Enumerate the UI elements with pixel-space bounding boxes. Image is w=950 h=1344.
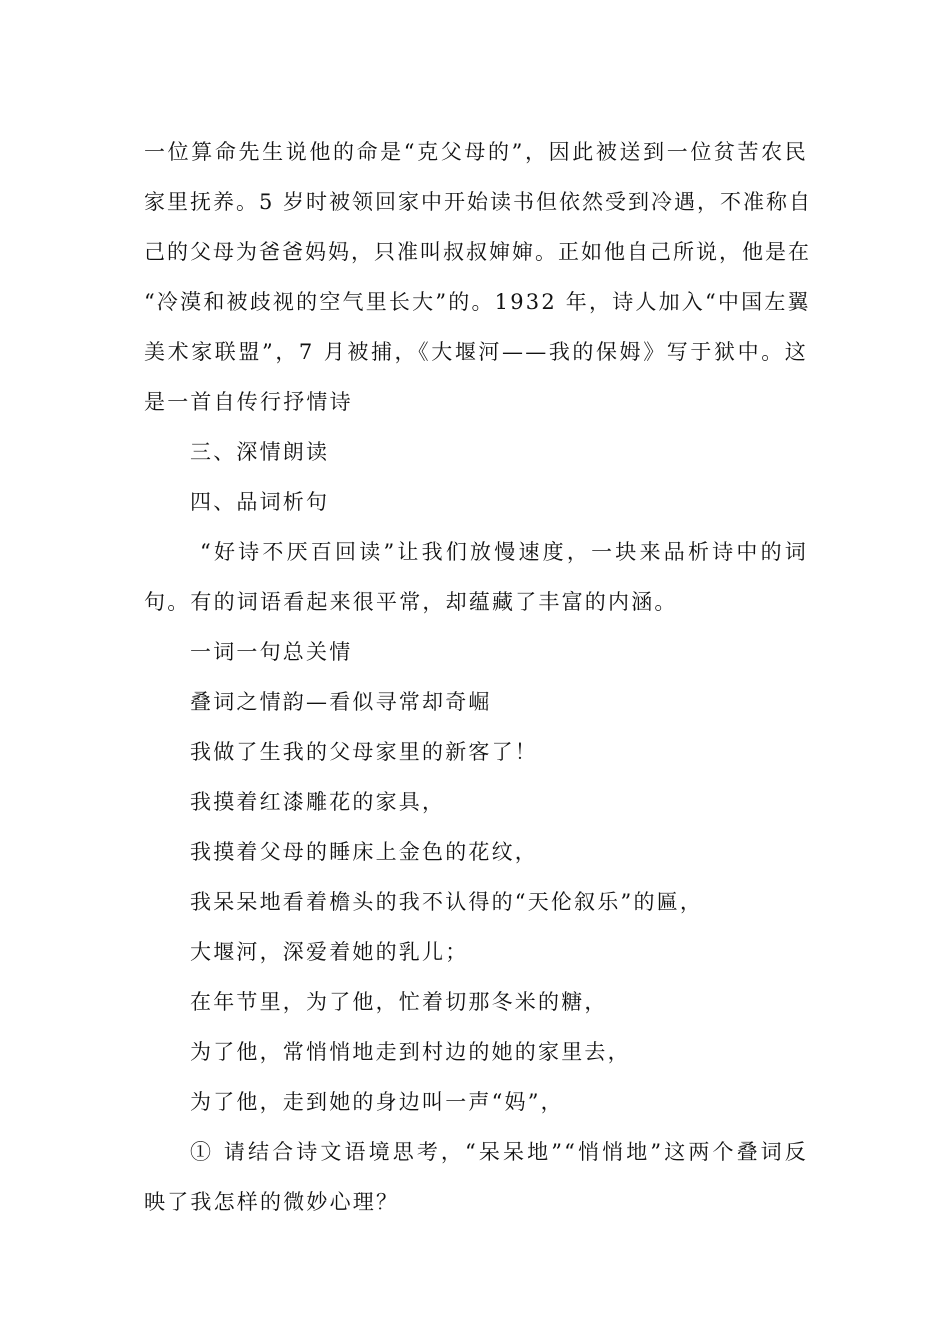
paragraph-line: 句。有的词语看起来很平常，却蕴藏了丰富的内涵。 xyxy=(144,590,678,614)
poem-line: 大堰河，深爱着她的乳儿； xyxy=(190,940,469,964)
paragraph-line: “冷漠和被歧视的空气里长大”的。1932 年，诗人加入“中国左翼 xyxy=(144,290,811,314)
subheading: 一词一句总关情 xyxy=(190,640,353,664)
poem-line: 在年节里，为了他，忙着切那冬米的糖， xyxy=(190,990,608,1014)
poem-line: 我摸着红漆雕花的家具， xyxy=(190,790,446,814)
poem-line: 我摸着父母的睡床上金色的花纹， xyxy=(190,840,538,864)
paragraph-line: 家里抚养。5 岁时被领回家中开始读书但依然受到冷遇，不准称自 xyxy=(144,190,813,214)
question-line: 映了我怎样的微妙心理？ xyxy=(144,1190,400,1214)
paragraph-line: 是一首自传行抒情诗 xyxy=(144,390,353,414)
section-heading: 三、深情朗读 xyxy=(190,440,330,464)
section-heading: 四、品词析句 xyxy=(190,490,330,514)
poem-line: 我做了生我的父母家里的新客了！ xyxy=(190,740,538,764)
paragraph-line: 一位算命先生说他的命是“克父母的”，因此被送到一位贫苦农民 xyxy=(144,140,808,164)
paragraph-line: 己的父母为爸爸妈妈，只准叫叔叔婶婶。正如他自己所说，他是在 xyxy=(144,240,811,264)
subheading: 叠词之情韵—看似寻常却奇崛 xyxy=(190,690,492,714)
poem-line: 为了他，走到她的身边叫一声“妈”， xyxy=(190,1090,564,1114)
paragraph-line: “好诗不厌百回读”让我们放慢速度，一块来品析诗中的词 xyxy=(200,540,808,564)
poem-line: 我呆呆地看着檐头的我不认得的“天伦叙乐”的匾， xyxy=(190,890,704,914)
poem-line: 为了他，常悄悄地走到村边的她的家里去， xyxy=(190,1040,631,1064)
question-line: ① 请结合诗文语境思考，“呆呆地”“悄悄地”这两个叠词反 xyxy=(190,1140,808,1164)
paragraph-line: 美术家联盟”，7 月被捕，《大堰河——我的保姆》写于狱中。这 xyxy=(144,340,808,364)
